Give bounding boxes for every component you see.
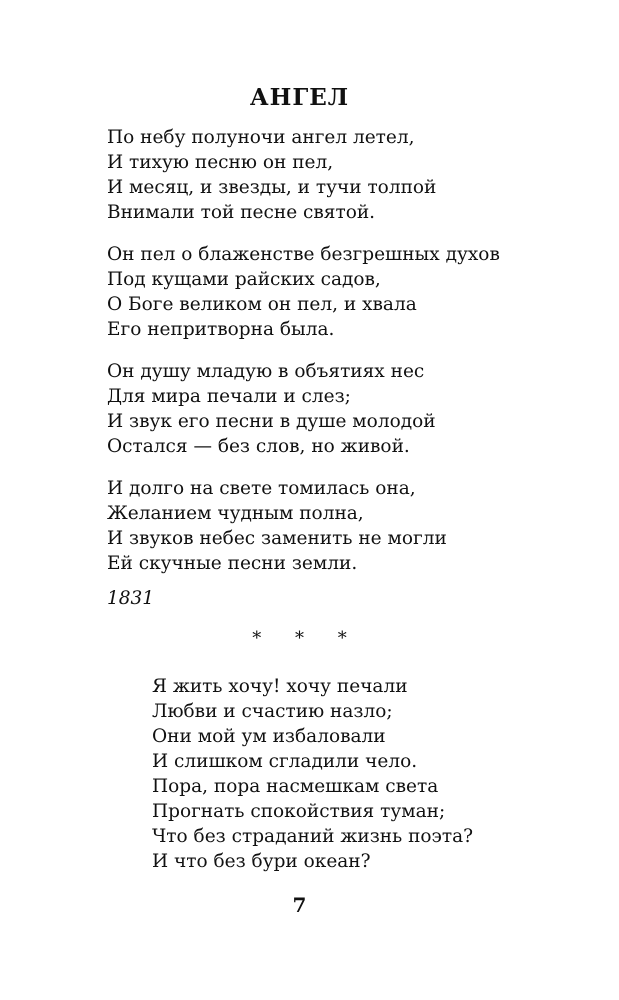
- stanza-1: [107, 125, 587, 225]
- poem-line: И звук его песни в душе молодой: [107, 411, 436, 432]
- poem-line: Внимали той песне святой.: [107, 202, 376, 223]
- poem-line: И слишком сгладили чело.: [152, 751, 418, 772]
- poem-line: Пора, пора насмешкам света: [152, 776, 439, 797]
- poem-line: Прогнать спокойствия туман;: [152, 801, 446, 822]
- poem-line: Желанием чудным полна,: [107, 503, 364, 524]
- poem-line: И звуков небес заменить не могли: [107, 528, 447, 549]
- poem-line: И долго на свете томилась она,: [107, 478, 416, 499]
- poem-line: Они мой ум избаловали: [152, 726, 386, 747]
- poem-line: Он душу младую в объятиях нес: [107, 361, 425, 382]
- poem-untitled: [152, 674, 592, 874]
- poem-line: Ей скучные песни земли.: [107, 553, 358, 574]
- poem-line: О Боге великом он пел, и хвала: [107, 294, 417, 315]
- poem-date: 1831: [107, 588, 155, 609]
- stanza-4: [107, 476, 587, 576]
- section-separator: * * *: [252, 628, 361, 649]
- poem-line: Для мира печали и слез;: [107, 386, 351, 407]
- stanza-2: [107, 242, 587, 342]
- poem-line: Я жить хочу! хочу печали: [152, 676, 408, 697]
- poem-line: И тихую песню он пел,: [107, 152, 334, 173]
- poem-line: Его непритворна была.: [107, 319, 335, 340]
- poem-line: По небу полуночи ангел летел,: [107, 127, 415, 148]
- poem-line: И что без бури океан?: [152, 851, 371, 872]
- poem-line: И месяц, и звезды, и тучи толпой: [107, 177, 437, 198]
- poem-line: Под кущами райских садов,: [107, 269, 381, 290]
- page-number: 7: [292, 893, 307, 917]
- poem-line: Что без страданий жизнь поэта?: [152, 826, 474, 847]
- poem-title: АНГЕЛ: [249, 84, 350, 111]
- poem-line: Любви и счастию назло;: [152, 701, 393, 722]
- poem-line: Он пел о блаженстве безгрешных духов: [107, 244, 500, 265]
- poem-angel: [107, 125, 587, 593]
- stanza-3: [107, 359, 587, 459]
- poem-line: Остался — без слов, но живой.: [107, 436, 410, 457]
